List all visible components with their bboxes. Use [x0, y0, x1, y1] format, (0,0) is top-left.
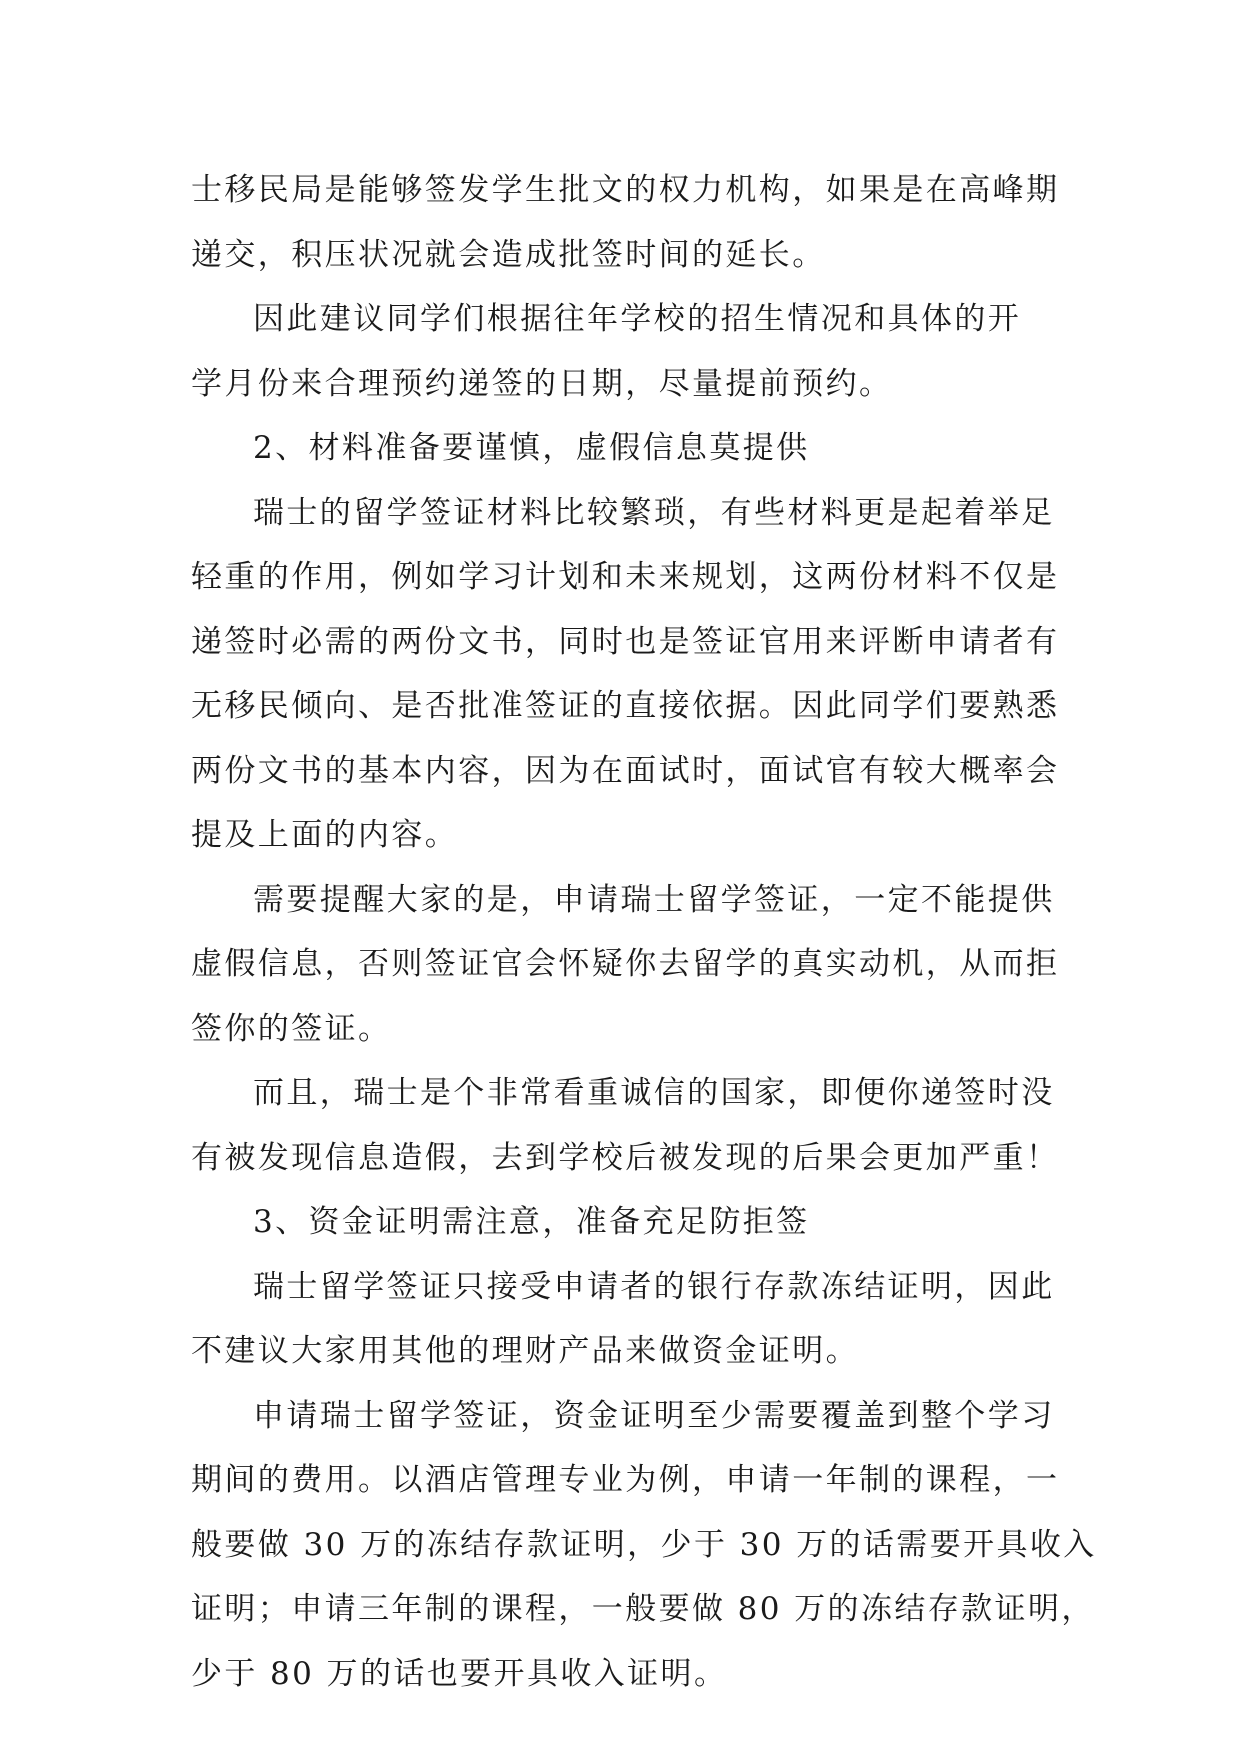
- section-heading: [191, 1190, 1053, 1255]
- text-line: 少于 80 万的话也要开具收入证明。: [191, 1655, 728, 1692]
- text-line: 无移民倾向、是否批准签证的直接依据。因此同学们要熟悉: [191, 688, 1060, 724]
- text-line: 轻重的作用，例如学习计划和未来规划，这两份材料不仅是: [191, 559, 1060, 595]
- text-line: 瑞士的留学签证材料比较繁琐，有些材料更是起着举足: [253, 494, 1055, 531]
- paragraph: [191, 287, 1053, 416]
- paragraph: [191, 481, 1060, 868]
- text-line: 期间的费用。以酒店管理专业为例，申请一年制的课程，一: [191, 1462, 1060, 1498]
- document-body: [191, 158, 1097, 1706]
- text-line: 不建议大家用其他的理财产品来做资金证明。: [191, 1333, 859, 1369]
- text-line: 递交，积压状况就会造成批签时间的延长。: [191, 236, 826, 273]
- paragraph: [191, 868, 1060, 1062]
- text-line: 学月份来合理预约递签的日期，尽量提前预约。: [191, 365, 893, 402]
- text-line: 因此建议同学们根据往年学校的招生情况和具体的开: [253, 301, 1022, 337]
- text-line: 证明；申请三年制的课程，一般要做 80 万的冻结存款证明，: [191, 1591, 1095, 1627]
- text-line: 士移民局是能够签发学生批文的权力机构，如果是在高峰期: [191, 172, 1060, 208]
- text-line: 需要提醒大家的是，申请瑞士留学签证，一定不能提供: [253, 881, 1055, 918]
- text-line: 般要做 30 万的冻结存款证明，少于 30 万的话需要开具收入: [191, 1526, 1097, 1563]
- paragraph: [191, 1255, 1053, 1384]
- text-line: 递签时必需的两份文书，同时也是签证官用来评断申请者有: [191, 623, 1060, 660]
- text-line: 签你的签证。: [191, 1010, 392, 1047]
- text-line: 有被发现信息造假，去到学校后被发现的后果会更加严重！: [191, 1139, 1060, 1176]
- paragraph: [191, 1384, 1097, 1707]
- text-line: 虚假信息，否则签证官会怀疑你去留学的真实动机，从而拒: [191, 946, 1060, 982]
- section-heading: [191, 416, 1053, 481]
- text-line: 提及上面的内容。: [191, 817, 459, 853]
- text-line: 2、材料准备要谨慎，虚假信息莫提供: [253, 430, 810, 466]
- text-line: 而且，瑞士是个非常看重诚信的国家，即便你递签时没: [253, 1075, 1055, 1111]
- text-line: 申请瑞士留学签证，资金证明至少需要覆盖到整个学习: [253, 1397, 1055, 1434]
- paragraph: [191, 1061, 1060, 1190]
- text-line: 瑞士留学签证只接受申请者的银行存款冻结证明，因此: [253, 1268, 1055, 1305]
- text-line: 两份文书的基本内容，因为在面试时，面试官有较大概率会: [191, 752, 1060, 789]
- paragraph-continuation: [191, 158, 1060, 287]
- text-line: 3、资金证明需注意，准备充足防拒签: [253, 1204, 810, 1240]
